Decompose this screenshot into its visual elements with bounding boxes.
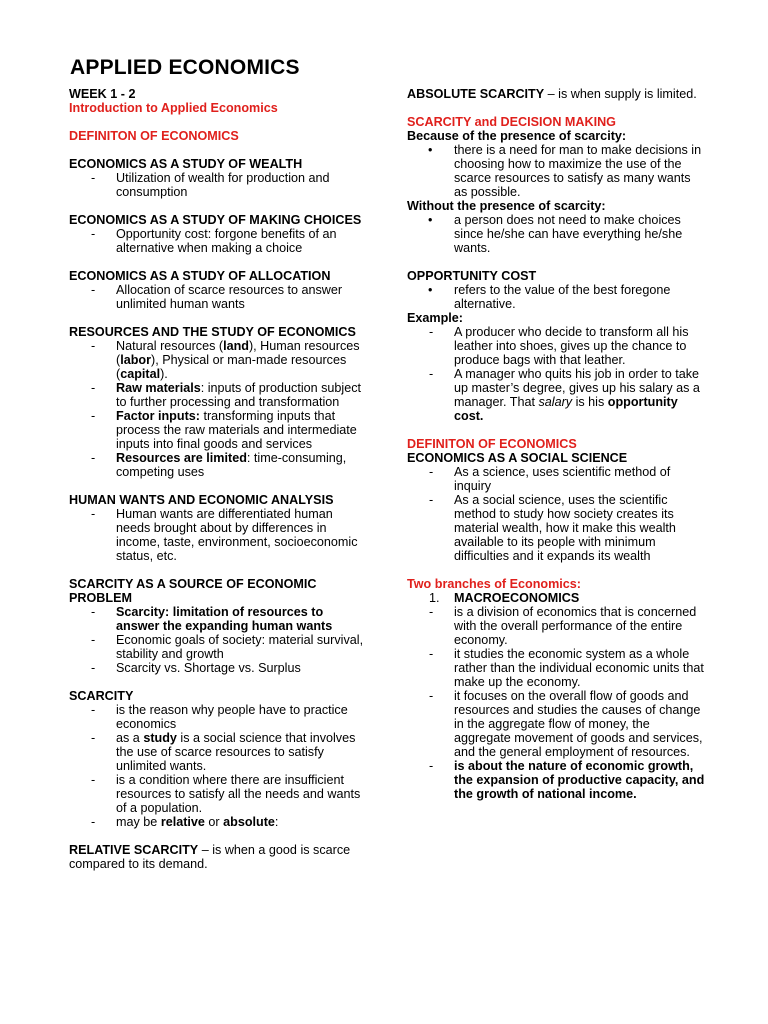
dash-marker: - — [429, 465, 434, 479]
problem-heading: SCARCITY AS A SOURCE OF ECONOMIC PROBLEM — [69, 577, 317, 605]
definition-heading-2: DEFINITON OF ECONOMICS — [407, 437, 577, 451]
definition-heading: DEFINITON OF ECONOMICS — [69, 129, 239, 143]
list-item: - may be relative or absolute: — [91, 815, 279, 829]
dash-marker: - — [91, 451, 96, 465]
dash-marker: - — [91, 815, 96, 829]
list-item: - Factor inputs: transforming inputs that process the raw materials and intermediate inputs into final goods and services — [91, 409, 357, 451]
list-item: - is the reason why people have to practice economics — [91, 703, 348, 731]
list-item: - Human wants are differentiated human needs brought about by differences in income, taste, environment, socioeconomic status, etc. — [91, 507, 358, 563]
list-item: - A producer who decide to transform all his leather into shoes, gives up the chance to produce bags with that leather. — [429, 325, 689, 367]
choices-list — [69, 227, 369, 255]
dash-marker: - — [429, 647, 434, 661]
branches-heading: Two branches of Economics: — [407, 577, 582, 591]
list-item: - A manager who quits his job in order to take up master’s degree, gives up his salary as a manager. That salary is his opportunity cost. — [429, 367, 700, 423]
dash-marker: - — [429, 493, 434, 507]
dash-marker: - — [91, 633, 96, 647]
social-science-list — [407, 465, 707, 563]
number-marker: 1. — [429, 591, 440, 605]
absolute-scarcity-term: ABSOLUTE SCARCITY — [407, 87, 545, 101]
dash-marker: - — [91, 409, 96, 423]
without-label: Without the presence of scarcity: — [407, 199, 606, 213]
list-item: - Scarcity vs. Shortage vs. Surplus — [91, 661, 301, 675]
dash-marker: - — [91, 605, 96, 619]
list-item: - Natural resources (land), Human resources (labor), Physical or man-made resources (capital). — [91, 339, 360, 381]
without-list — [407, 213, 707, 255]
bullet-marker: • — [428, 283, 433, 297]
list-item: - Allocation of scarce resources to answer unlimited human wants — [91, 283, 343, 311]
social-science-heading: ECONOMICS AS A SOCIAL SCIENCE — [407, 451, 628, 465]
dash-marker: - — [429, 759, 434, 773]
presence-list — [407, 143, 707, 199]
resources-heading: RESOURCES AND THE STUDY OF ECONOMICS — [69, 325, 356, 339]
decision-heading: SCARCITY and DECISION MAKING — [407, 115, 616, 129]
dash-marker: - — [91, 227, 96, 241]
presence-label: Because of the presence of scarcity: — [407, 129, 627, 143]
list-item: - is a division of economics that is concerned with the overall performance of the entire economy. — [429, 605, 697, 647]
list-item: • a person does not need to make choices since he/she can have everything he/she wants. — [428, 213, 683, 255]
example-list — [407, 325, 707, 423]
opportunity-cost-list — [407, 283, 707, 311]
wealth-list — [69, 171, 369, 199]
wants-heading: HUMAN WANTS AND ECONOMIC ANALYSIS — [69, 493, 334, 507]
bullet-marker: • — [428, 213, 433, 227]
dash-marker: - — [429, 605, 434, 619]
dash-marker: - — [91, 171, 96, 185]
dash-marker: - — [91, 731, 96, 745]
right-column — [407, 87, 707, 801]
choices-heading: ECONOMICS AS A STUDY OF MAKING CHOICES — [69, 213, 362, 227]
dash-marker: - — [429, 367, 434, 381]
list-item: - it focuses on the overall flow of goods and resources and studies the causes of change in the aggregate flow of money, the aggregate movement of goods and services, and the general employment of resources. — [429, 689, 703, 759]
list-item: - as a study is a social science that involves the use of scarce resources to satisfy unlimited wants. — [91, 731, 356, 773]
list-item: - Economic goals of society: material survival, stability and growth — [91, 633, 364, 661]
macroeconomics-label: MACROECONOMICS — [454, 591, 580, 605]
dash-marker: - — [91, 339, 96, 353]
list-item: • refers to the value of the best foregone alternative. — [428, 283, 671, 311]
left-column — [69, 87, 369, 871]
list-item: • there is a need for man to make decisions in choosing how to maximize the use of the scarce resources to satisfy as many wants as possible. — [428, 143, 702, 199]
dash-marker: - — [91, 283, 96, 297]
dash-marker: - — [91, 661, 96, 675]
list-item: - As a social science, uses the scientific method to study how society creates its material wealth, how it make this wealth available to its people with minimum difficulties and it expands its wealth — [429, 493, 676, 563]
resources-list — [69, 339, 369, 479]
allocation-list — [69, 283, 369, 311]
intro-heading: Introduction to Applied Economics — [69, 101, 278, 115]
scarcity-heading: SCARCITY — [69, 689, 134, 703]
dash-marker: - — [429, 325, 434, 339]
macro-list — [407, 605, 707, 801]
bullet-marker: • — [428, 143, 433, 157]
relative-scarcity-definition: RELATIVE SCARCITY – is when a good is scarce compared to its demand. — [69, 843, 351, 871]
problem-list — [69, 605, 369, 675]
dash-marker: - — [429, 689, 434, 703]
list-item: - Raw materials: inputs of production subject to further processing and transformation — [91, 381, 362, 409]
list-item: - Utilization of wealth for production and consumption — [91, 171, 330, 199]
document-title: APPLIED ECONOMICS — [70, 56, 300, 79]
list-item: - Scarcity: limitation of resources to answer the expanding human wants — [91, 605, 333, 633]
dash-marker: - — [91, 773, 96, 787]
wealth-heading: ECONOMICS AS A STUDY OF WEALTH — [69, 157, 303, 171]
wants-list — [69, 507, 369, 563]
list-item: - it studies the economic system as a whole rather than the individual economic units that make up the economy. — [429, 647, 704, 689]
opportunity-cost-heading: OPPORTUNITY COST — [407, 269, 537, 283]
list-item — [407, 591, 707, 605]
list-item: - As a science, uses scientific method of inquiry — [429, 465, 671, 493]
scarcity-list — [69, 703, 369, 829]
list-item: - Resources are limited: time-consuming, competing uses — [91, 451, 347, 479]
branches-list — [407, 591, 707, 605]
absolute-scarcity-definition: ABSOLUTE SCARCITY – is when supply is limited. — [407, 87, 697, 101]
relative-scarcity-term: RELATIVE SCARCITY — [69, 843, 199, 857]
dash-marker: - — [91, 703, 96, 717]
allocation-heading: ECONOMICS AS A STUDY OF ALLOCATION — [69, 269, 331, 283]
dash-marker: - — [91, 507, 96, 521]
week-label: WEEK 1 - 2 — [69, 87, 136, 101]
example-label: Example: — [407, 311, 463, 325]
list-item: - Opportunity cost: forgone benefits of an alternative when making a choice — [91, 227, 337, 255]
list-item: - is about the nature of economic growth, the expansion of productive capacity, and the growth of national income. — [429, 759, 705, 801]
list-item: - is a condition where there are insufficient resources to satisfy all the needs and wants of a population. — [91, 773, 361, 815]
dash-marker: - — [91, 381, 96, 395]
